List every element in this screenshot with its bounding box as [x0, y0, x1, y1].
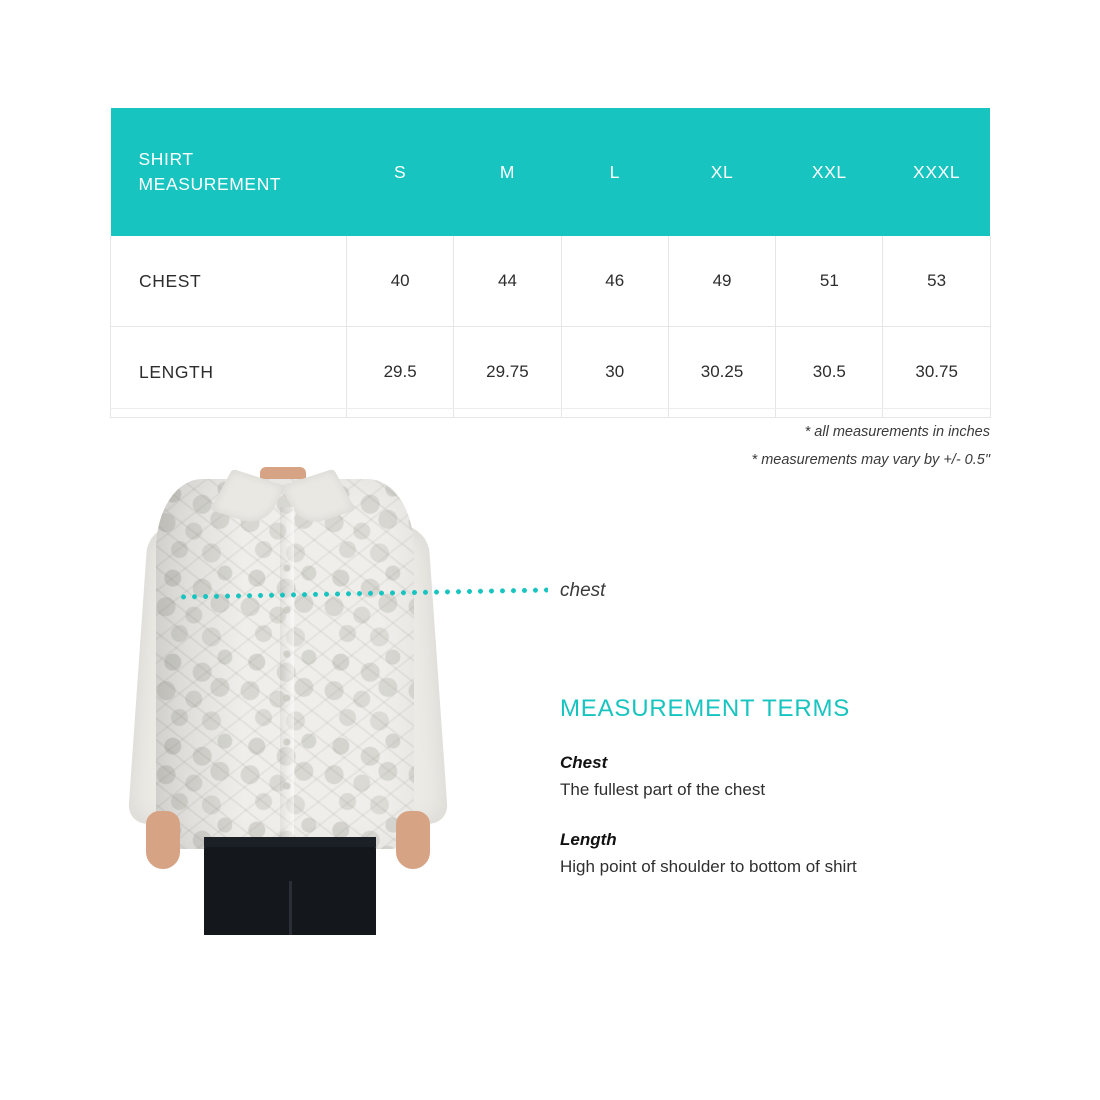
table-header: [111, 108, 991, 236]
length-xl: 30.25: [668, 327, 775, 418]
header-measurement-line2: MEASUREMENT: [138, 174, 282, 194]
header-measurement-label: [111, 108, 347, 236]
row-label-length: LENGTH: [111, 327, 347, 418]
chest-xxxl: 53: [883, 236, 990, 327]
length-xxxl: 30.75: [883, 327, 990, 418]
size-chart-table: [110, 108, 991, 418]
term-title-length: Length: [560, 830, 617, 849]
model-right-hand: [396, 811, 430, 869]
table-row: [111, 327, 991, 418]
header-measurement-line1: SHIRT: [138, 148, 194, 169]
chest-xxl: 51: [776, 236, 883, 327]
row-label-chest: CHEST: [111, 236, 347, 327]
table-body: [111, 236, 991, 418]
term-desc-length: High point of shoulder to bottom of shirt: [560, 857, 857, 876]
shirt-button: [284, 565, 290, 571]
shirt-button: [284, 651, 290, 657]
header-size-l: L: [561, 108, 668, 236]
model-left-hand: [146, 811, 180, 869]
shirt-button: [284, 695, 290, 701]
table-header-row: [111, 108, 991, 236]
header-size-xxxl: XXXL: [883, 108, 990, 236]
header-size-m: M: [454, 108, 561, 236]
chest-m: 44: [454, 236, 561, 327]
shirt-placket: [280, 507, 294, 847]
shirt-button: [284, 783, 290, 789]
shirt-button: [284, 739, 290, 745]
footnote-tolerance: * measurements may vary by +/- 0.5": [751, 452, 990, 469]
table-bottom-divider: [110, 408, 990, 409]
chest-l: 46: [561, 236, 668, 327]
measurement-terms: [560, 695, 1030, 907]
length-l: 30: [561, 327, 668, 418]
header-size-xxl: XXL: [776, 108, 883, 236]
table-row: [111, 236, 991, 327]
model-jeans: [204, 837, 376, 935]
shirt-button: [284, 607, 290, 613]
length-s: 29.5: [347, 327, 454, 418]
chest-s: 40: [347, 236, 454, 327]
model-illustration: [108, 455, 478, 935]
length-xxl: 30.5: [776, 327, 883, 418]
measurement-terms-heading: MEASUREMENT TERMS: [560, 695, 851, 722]
term-title-chest: Chest: [560, 753, 608, 772]
chest-measurement-label: chest: [560, 580, 606, 601]
length-m: 29.75: [454, 327, 561, 418]
footnotes: [470, 418, 990, 475]
shirt-photo: [108, 455, 478, 935]
header-size-s: S: [347, 108, 454, 236]
footnote-units: * all measurements in inches: [804, 424, 990, 440]
chest-xl: 49: [668, 236, 775, 327]
header-size-xl: XL: [668, 108, 775, 236]
term-desc-chest: The fullest part of the chest: [560, 780, 766, 799]
